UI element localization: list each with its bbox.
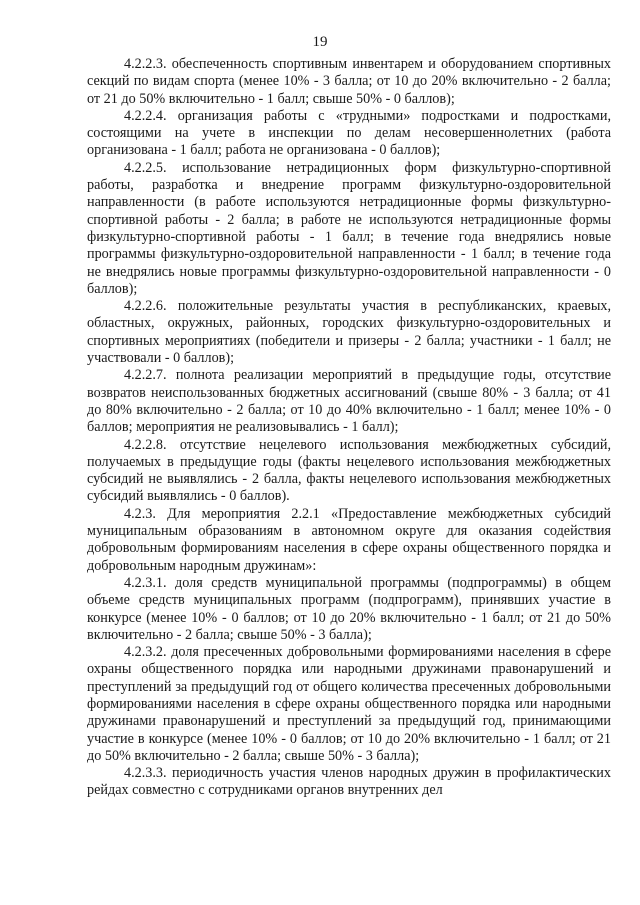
page-number: 19: [312, 34, 328, 50]
paragraph-4-2-2-5: 4.2.2.5. использование нетрадиционных форм физкультурно-спортивной работы, разработка и внедрение программ физкультурно-оздоровительной направленности (в работе используются нетрадиционные формы физкультурно-спортивной работы - 2 балла; в работе не используются нетрадиционные формы физкультурно-спортивной работы - 1 балл; в течение года внедрялись новые программы физкультурно-оздоровительной направленности - 1 балл; в течение года не внедрялись новые программы физкультурно-оздоровительной направленности - 0 баллов);: [87, 159, 611, 297]
paragraph-4-2-3-2: 4.2.3.2. доля пресеченных добровольными формированиями населения в сфере охраны общественного порядка или народными дружинами правонарушений и преступлений за предыдущий год от общего количества пресеченных добровольными формированиями населения в сфере охраны общественного порядка или народными дружинами правонарушений и преступлений за предыдущий год, принимающими участие в конкурсе (менее 10% - 0 баллов; от 10 до 20% включительно - 1 балл; от 21 до 50% включительно - 2 балла; свыше 50% - 3 балла);: [87, 644, 611, 764]
paragraph-4-2-2-4: 4.2.2.4. организация работы с «трудными» подростками и подростками, состоящими на учете в инспекции по делам несовершеннолетних (работа организована - 1 балл; работа не организована - 0 баллов);: [87, 107, 611, 159]
paragraph-4-2-3-3: 4.2.3.3. периодичность участия членов народных дружин в профилактических рейдах совместно с сотрудниками органов внутренних дел: [87, 765, 611, 799]
paragraph-4-2-3: 4.2.3. Для мероприятия 2.2.1 «Предоставление межбюджетных субсидий муниципальным образованиям в автономном округе для оказания содействия добровольным формированиям населения в сфере охраны общественного порядка и добровольным народным дружинам»:: [87, 505, 611, 574]
document-body: [87, 56, 611, 800]
paragraph-4-2-3-1: 4.2.3.1. доля средств муниципальной программы (подпрограммы) в общем объеме средств муниципальных программ (подпрограмм), принявших участие в конкурсе (менее 10% - 0 баллов; от 10 до 20% включительно - 1 балл; от 21 до 50% включительно - 2 балла; свыше 50% - 3 балла);: [87, 574, 611, 643]
paragraph-4-2-2-3: 4.2.2.3. обеспеченность спортивным инвентарем и оборудованием спортивных секций по видам спорта (менее 10% - 3 балла; от 10 до 20% включительно - 2 балла; от 21 до 50% включительно - 1 балл; свыше 50% - 0 баллов);: [87, 56, 611, 107]
paragraph-4-2-2-6: 4.2.2.6. положительные результаты участия в республиканских, краевых, областных, окружных, районных, городских физкультурно-оздоровительных и спортивных мероприятиях (победители и призеры - 2 балла; участники - 1 балл; не участвовали - 0 баллов);: [87, 298, 611, 367]
paragraph-4-2-2-8: 4.2.2.8. отсутствие нецелевого использования межбюджетных субсидий, получаемых в предыдущие годы (факты нецелевого использования межбюджетных субсидий не выявлялись - 2 балла, факты нецелевого использования межбюджетных субсидий выявлялись - 0 баллов).: [87, 436, 611, 505]
paragraph-4-2-2-7: 4.2.2.7. полнота реализации мероприятий в предыдущие годы, отсутствие возвратов неиспользованных бюджетных ассигнований (свыше 80% - 3 балла; от 41 до 80% включительно - 2 балла; от 10 до 40% включительно - 1 балл; менее 10% - 0 баллов; мероприятия не реализовывались - 1 балл);: [87, 367, 611, 436]
